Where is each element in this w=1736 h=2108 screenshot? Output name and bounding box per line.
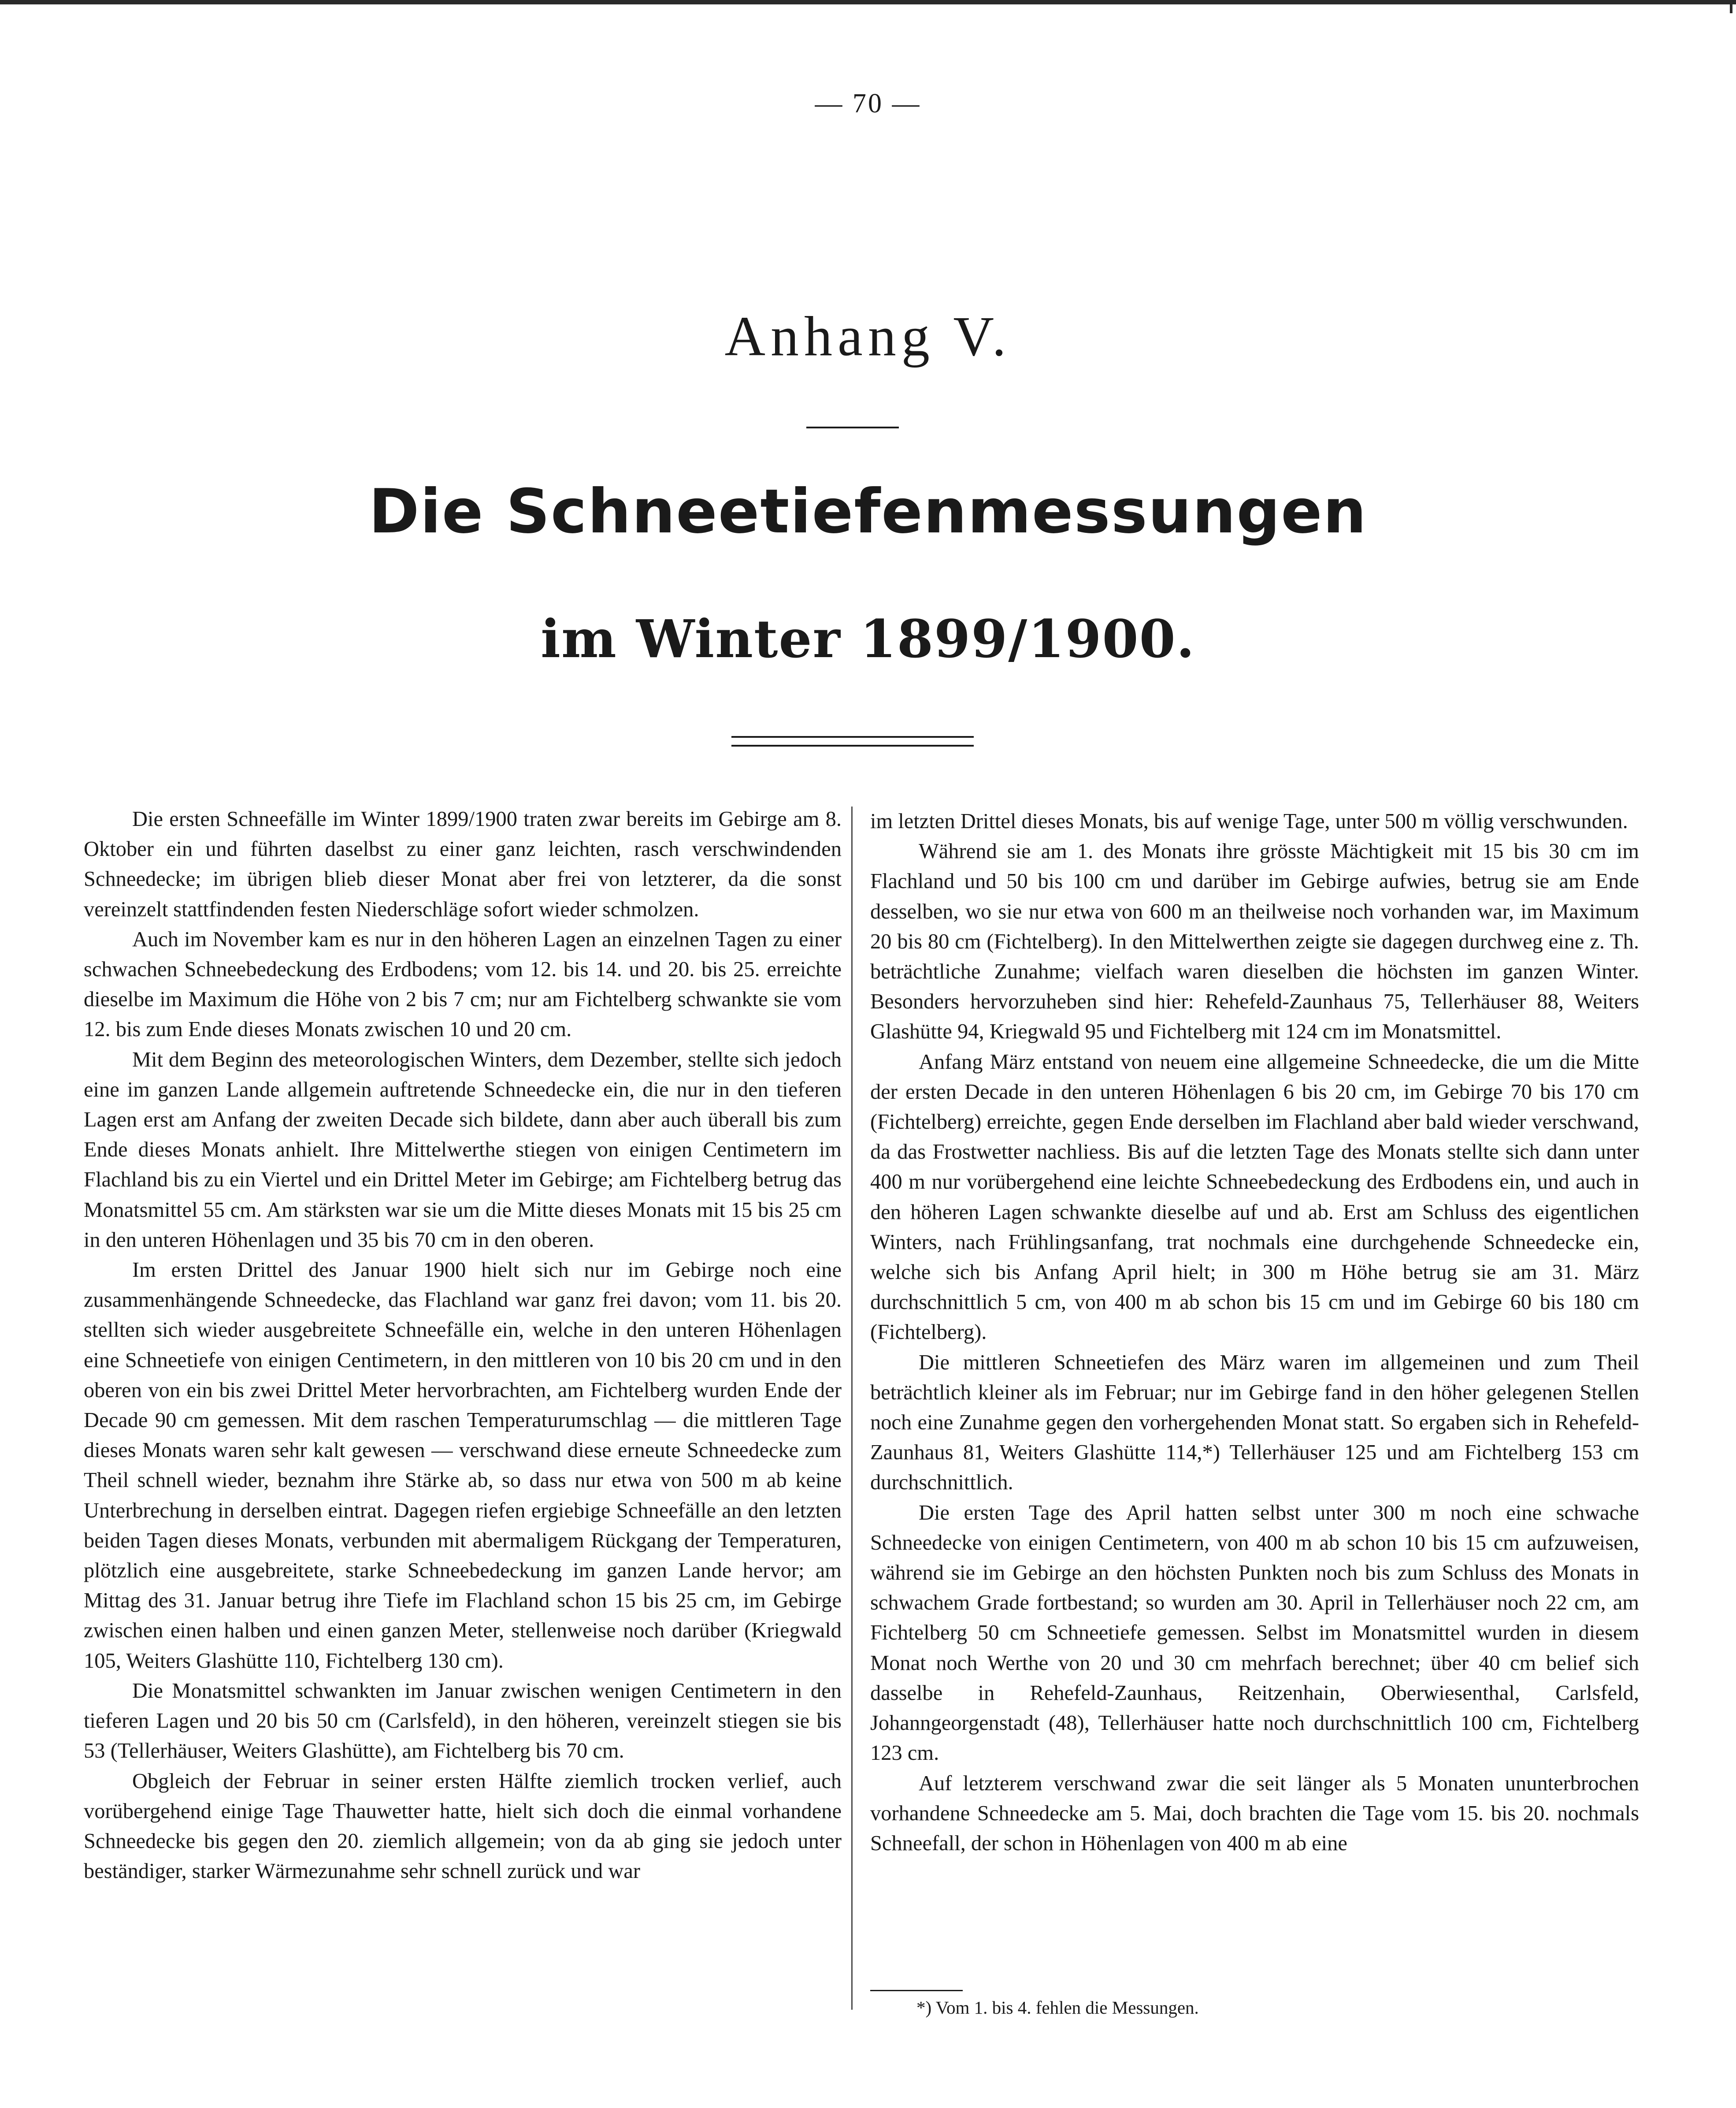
footnote: *) Vom 1. bis 4. fehlen die Messungen. [916,1997,1199,2018]
title-double-rule [731,736,974,747]
appendix-heading: Anhang V. [724,305,1012,368]
paragraph: Auf letzterem verschwand zwar die seit länger als 5 Monaten ununterbrochen vorhandene Schneedecke am 5. Mai, doch brachten die Tage vom 15. bis 20. nochmals Schneefall, der schon in Höhenlagen von 400 m ab eine [870,1771,1639,1855]
document-title: Die Schneetiefenmessungen [369,476,1367,547]
paragraph: Im ersten Drittel des Januar 1900 hielt sich nur im Gebirge noch eine zusammenhängende Schneedecke, das Flachland war ganz frei davon; vom 11. bis 20. stellten sich wieder ausgebreitete Schneefälle ein, welche in den unteren Höhenlagen eine Schneetiefe von einigen Centimetern, in den mittleren von 10 bis 20 cm und in den oberen von ein bis zwei Drittel Meter hervorbrachten, am Fichtelberg wurden Ende der Decade 90 cm gemessen. Mit dem raschen Temperaturumschlag — die mittleren Tage dieses Monats waren sehr kalt gewesen — verschwand diese erneute Schneedecke zum Theil schnell wieder, beznahm ihre Stärke ab, so dass nur etwa von 500 m ab keine Unterbrechung in derselben eintrat. Dagegen riefen ergiebige Schneefälle an den letzten beiden Tagen dieses Monats, verbunden mit abermaligem Rückgang der Temperaturen, plötzlich eine ausgebreitete, starke Schneebedeckung im ganzen Lande hervor; am Mittag des 31. Januar betrug ihre Tiefe im Flachland schon 15 bis 25 cm, im Gebirge zwischen einen halben und einen ganzen Meter, stellenweise noch darüber (Kriegwald 105, Weiters Glashütte 110, Fichtelberg 130 cm). [84,1258,842,1673]
paragraph-continuation: im letzten Drittel dieses Monats, bis auf wenige Tage, unter 500 m völlig verschwunden. [870,810,1628,833]
footnote-rule [870,1990,963,1991]
paragraph: Anfang März entstand von neuem eine allgemeine Schneedecke, die um die Mitte der ersten Decade in den unteren Höhenlagen 6 bis 20 cm, im Gebirge 70 bis 170 cm (Fichtelberg) erreichte, gegen Ende derselben im Flachland aber bald wieder verschwand, da das Frostwetter nachliess. Bis auf die letzten Tage des Monats stellte sich dann unter 400 m nur vorübergehend eine leichte Schneebedeckung des Erdbodens ein, und auch in den höheren Lagen schwankte dieselbe auf und ab. Erst am Schluss des eigentlichen Winters, nach Frühlingsanfang, trat nochmals eine durchgehende Schneedecke ein, welche sich bis Anfang April hielt; in 300 m Höhe betrug sie am 31. März durchschnittlich 5 cm, von 400 m ab schon bis 15 cm und im Gebirge 60 bis 180 cm (Fichtelberg). [870,1050,1639,1344]
paragraph: Die ersten Schneefälle im Winter 1899/1900 traten zwar bereits im Gebirge am 8. Oktober ein und führten daselbst zu einer ganz leichten, rasch verschwindenden Schneedecke; im übrigen blieb dieser Monat aber frei von letzterer, da die sonst vereinzelt stattfindenden festen Niederschläge sofort wieder schmolzen. [84,807,842,921]
paragraph: Während sie am 1. des Monats ihre grösste Mächtigkeit mit 15 bis 30 cm im Flachland und 50 bis 100 cm und darüber im Gebirge aufwies, betrug sie am Ende desselben, wo sie nur etwa von 600 m an theilweise noch vorhanden war, im Maximum 20 bis 80 cm (Fichtelberg). In den Mittelwerthen zeigte sie dagegen durchweg eine z. Th. beträchtliche Zunahme; vielfach waren dieselben die höchsten im ganzen Winter. Besonders hervorzuheben sind hier: Rehefeld-Zaunhaus 75, Tellerhäuser 88, Weiters Glashütte 94, Kriegwald 95 und Fichtelberg mit 124 cm im Monatsmittel. [870,840,1639,1044]
document-subtitle: im Winter 1899/1900. [541,608,1195,669]
paragraph: Die ersten Tage des April hatten selbst unter 300 m noch eine schwache Schneedecke von einigen Centimetern, von 400 m ab schon 10 bis 15 cm aufzuweisen, während sie im Gebirge an den höchsten Punkten noch bis zum Schluss des Monats in schwachem Grade fortbestand; so wurden am 30. April in Tellerhäuser noch 22 cm, am Fichtelberg 50 cm Schneetiefe gemessen. Selbst im Monatsmittel wurden in diesem Monat noch Werthe von 20 und 30 cm mehrfach berechnet; über 40 cm belief sich dasselbe in Rehefeld-Zaunhaus, Reitzenhain, Oberwiesenthal, Carlsfeld, Johanngeorgenstadt (48), Tellerhäuser hatte noch durchschnittlich 100 cm, Fichtelberg 123 cm. [870,1501,1639,1765]
page-number: — 70 — [815,89,921,119]
paragraph: Mit dem Beginn des meteorologischen Winters, dem Dezember, stellte sich jedoch eine im ganzen Lande allgemein auftretende Schneedecke ein, die nur in den tieferen Lagen erst am Anfang der zweiten Decade sich bildete, dann aber auch überall bis zum Ende dieses Monats anhielt. Ihre Mittelwerthe stiegen von einigen Centimetern im Flachland bis zu ein Viertel und ein Drittel Meter im Gebirge; am Fichtelberg betrug das Monatsmittel 55 cm. Am stärksten war sie um die Mitte dieses Monats mit 15 bis 25 cm in den unteren Höhenlagen und 35 bis 70 cm in den oberen. [84,1048,842,1252]
paragraph: Die Monatsmittel schwankten im Januar zwischen wenigen Centimetern in den tieferen Lagen und 20 bis 50 cm (Carlsfeld), in den höheren, vereinzelt stiegen sie bis 53 (Tellerhäuser, Weiters Glashütte), am Fichtelberg bis 70 cm. [84,1679,842,1763]
heading-divider [806,427,899,428]
paragraph: Obgleich der Februar in seiner ersten Hälfte ziemlich trocken verlief, auch vorübergehend einige Tage Thauwetter hatte, hielt sich doch die einmal vorhandene Schneedecke bis gegen den 20. ziemlich allgemein; von da ab ging sie jedoch unter beständiger, starker Wärmezunahme sehr schnell zurück und war [84,1769,842,1883]
paragraph: Die mittleren Schneetiefen des März waren im allgemeinen und zum Theil beträchtlich kleiner als im Februar; nur im Gebirge fand in den höher gelegenen Stellen noch eine Zunahme gegen den vorhergehenden Monat statt. So ergaben sich in Rehefeld-Zaunhaus 81, Weiters Glashütte 114,*) Tellerhäuser 125 und am Fichtelberg 153 cm durchschnittlich. [870,1350,1639,1495]
left-text-column [84,804,842,1886]
page-edge-mark [1730,0,1732,13]
right-text-column [870,807,1639,1859]
column-divider [851,807,853,2010]
top-border-rule [0,0,1736,4]
paragraph: Auch im November kam es nur in den höheren Lagen an einzelnen Tagen zu einer schwachen Schneebedeckung des Erdbodens; vom 12. bis 14. und 20. bis 25. erreichte dieselbe im Maximum die Höhe von 2 bis 7 cm; nur am Fichtelberg schwankte sie vom 12. bis zum Ende dieses Monats zwischen 10 und 20 cm. [84,927,842,1041]
